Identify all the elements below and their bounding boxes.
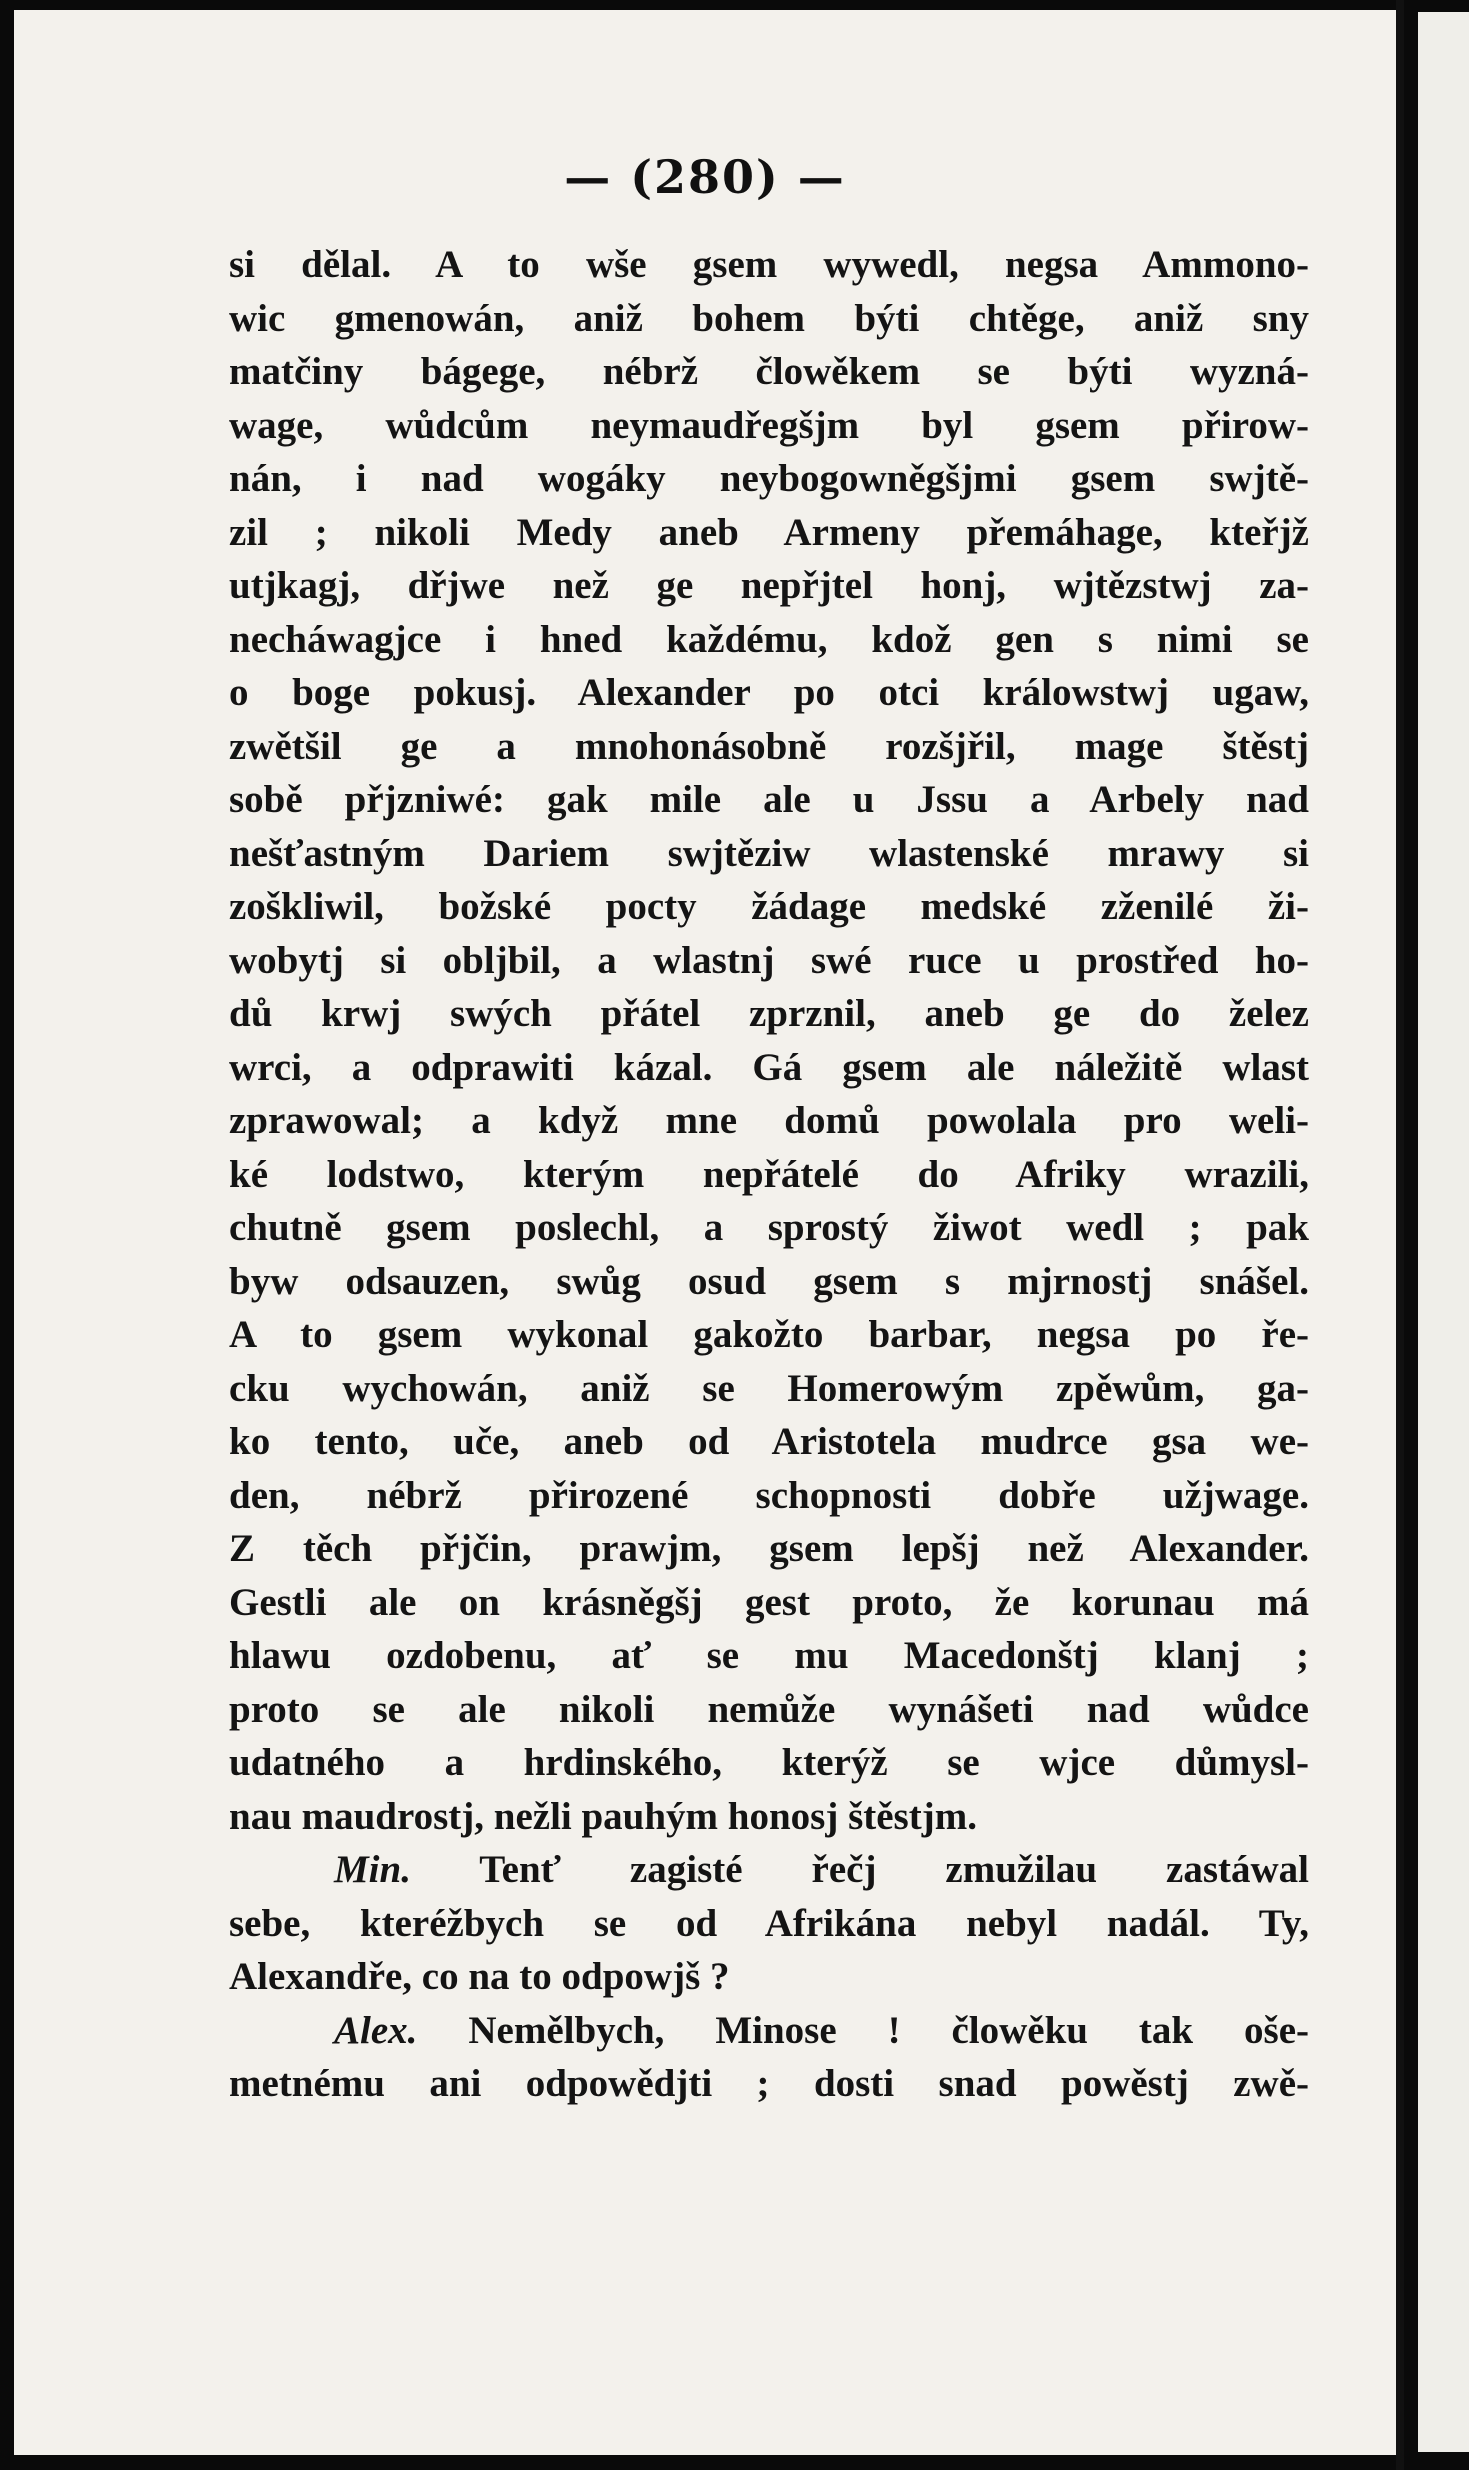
text-line: den, nébrž přirozené schopnosti dobře užjwage. [229, 1473, 1309, 1517]
text-line: utjkagj, dřjwe než ge nepřjtel honj, wjtězstwj za- [229, 564, 1309, 607]
text-line: zil ; nikoli Medy aneb Armeny přemáhage, kteřjž [229, 510, 1309, 554]
text-line: zwětšil ge a mnohonásobně rozšjřil, mage štěstj [229, 724, 1309, 768]
text-line: chutně gsem poslechl, a sprostý žiwot wedl ; pak [229, 1206, 1309, 1249]
text-line: dů krwj swých přátel zprznil, aneb ge do želez [229, 992, 1309, 1035]
text-line: Z těch přjčin, prawjm, gsem lepšj než Alexander. [229, 1527, 1309, 1570]
text-line: zprawowal; a když mne domů powolala pro weli- [229, 1099, 1309, 1142]
text-line: byw odsauzen, swůg osud gsem s mjrnostj snášel. [229, 1259, 1309, 1303]
dialogue-line: metnému ani odpowědjti ; dosti snad powěstj zwě- [229, 2062, 1309, 2105]
text-line: proto se ale nikoli nemůže wynášeti nad wůdce [229, 1687, 1309, 1731]
dialogue-line [229, 1843, 1309, 1897]
text-line: o boge pokusj. Alexander po otci králowstwj ugaw, [229, 671, 1309, 714]
dialogue-line: sebe, kteréžbych se od Afrikána nebyl nadál. Ty, [229, 1901, 1309, 1945]
text-line: udatného a hrdinského, kterýž se wjce důmysl- [229, 1741, 1309, 1784]
speaker-label: Alex. [334, 2008, 418, 2052]
text-line: wage, wůdcům neymaudřegšjm byl gsem přirow- [229, 403, 1309, 447]
dialogue-line: Alexandře, co na to odpowjš ? [229, 1955, 730, 1998]
text-line: Gestli ale on krásněgšj gest proto, že korunau má [229, 1580, 1309, 1624]
speaker-label: Min. [334, 1848, 411, 1891]
next-page-edge [1418, 12, 1469, 2452]
dialogue-text: Tenť zagisté řečj zmužilau zastáwal [479, 1848, 1310, 1891]
text-line: si dělal. A to wše gsem wywedl, negsa Ammono- [229, 243, 1309, 286]
text-line: nau maudrostj, nežli pauhým honosj štěstjm. [229, 1794, 977, 1838]
page-number: — (280) — [564, 150, 846, 204]
text-line: matčiny bágege, nébrž člowěkem se býti wyzná- [229, 350, 1309, 393]
dialogue-text: Nemělbych, Minose ! člowěku tak oše- [468, 2008, 1310, 2052]
text-line: wobytj si obljbil, a wlastnj swé ruce u prostřed ho- [229, 938, 1309, 982]
text-line: wic gmenowán, aniž bohem býti chtěge, aniž sny [229, 296, 1309, 340]
text-line: ko tento, uče, aneb od Aristotela mudrce gsa we- [229, 1420, 1309, 1463]
text-line: wrci, a odprawiti kázal. Gá gsem ale náležitě wlast [229, 1045, 1309, 1089]
text-line: nán, i nad wogáky neybogowněgšjmi gsem swjtě- [229, 457, 1309, 500]
text-line: A to gsem wykonal gakožto barbar, negsa po ře- [229, 1313, 1309, 1356]
text-line: sobě přjzniwé: gak mile ale u Jssu a Arbely nad [229, 778, 1309, 821]
text-line: cku wychowán, aniž se Homerowým zpěwům, ga- [229, 1366, 1309, 1410]
text-line: necháwagjce i hned každému, kdož gen s nimi se [229, 617, 1309, 661]
text-line: ké lodstwo, kterým nepřátelé do Afriky wrazili, [229, 1152, 1309, 1196]
dialogue-line [229, 2004, 1309, 2058]
text-line: zoškliwil, božské pocty žádage medské zženilé ži- [229, 885, 1309, 928]
text-block [229, 238, 1309, 2111]
book-page [14, 10, 1396, 2455]
page-gutter [1396, 0, 1404, 2470]
text-line: nešťastným Dariem swjtěziw wlastenské mrawy si [229, 831, 1309, 875]
text-line: hlawu ozdobenu, ať se mu Macedonštj klanj ; [229, 1634, 1309, 1677]
